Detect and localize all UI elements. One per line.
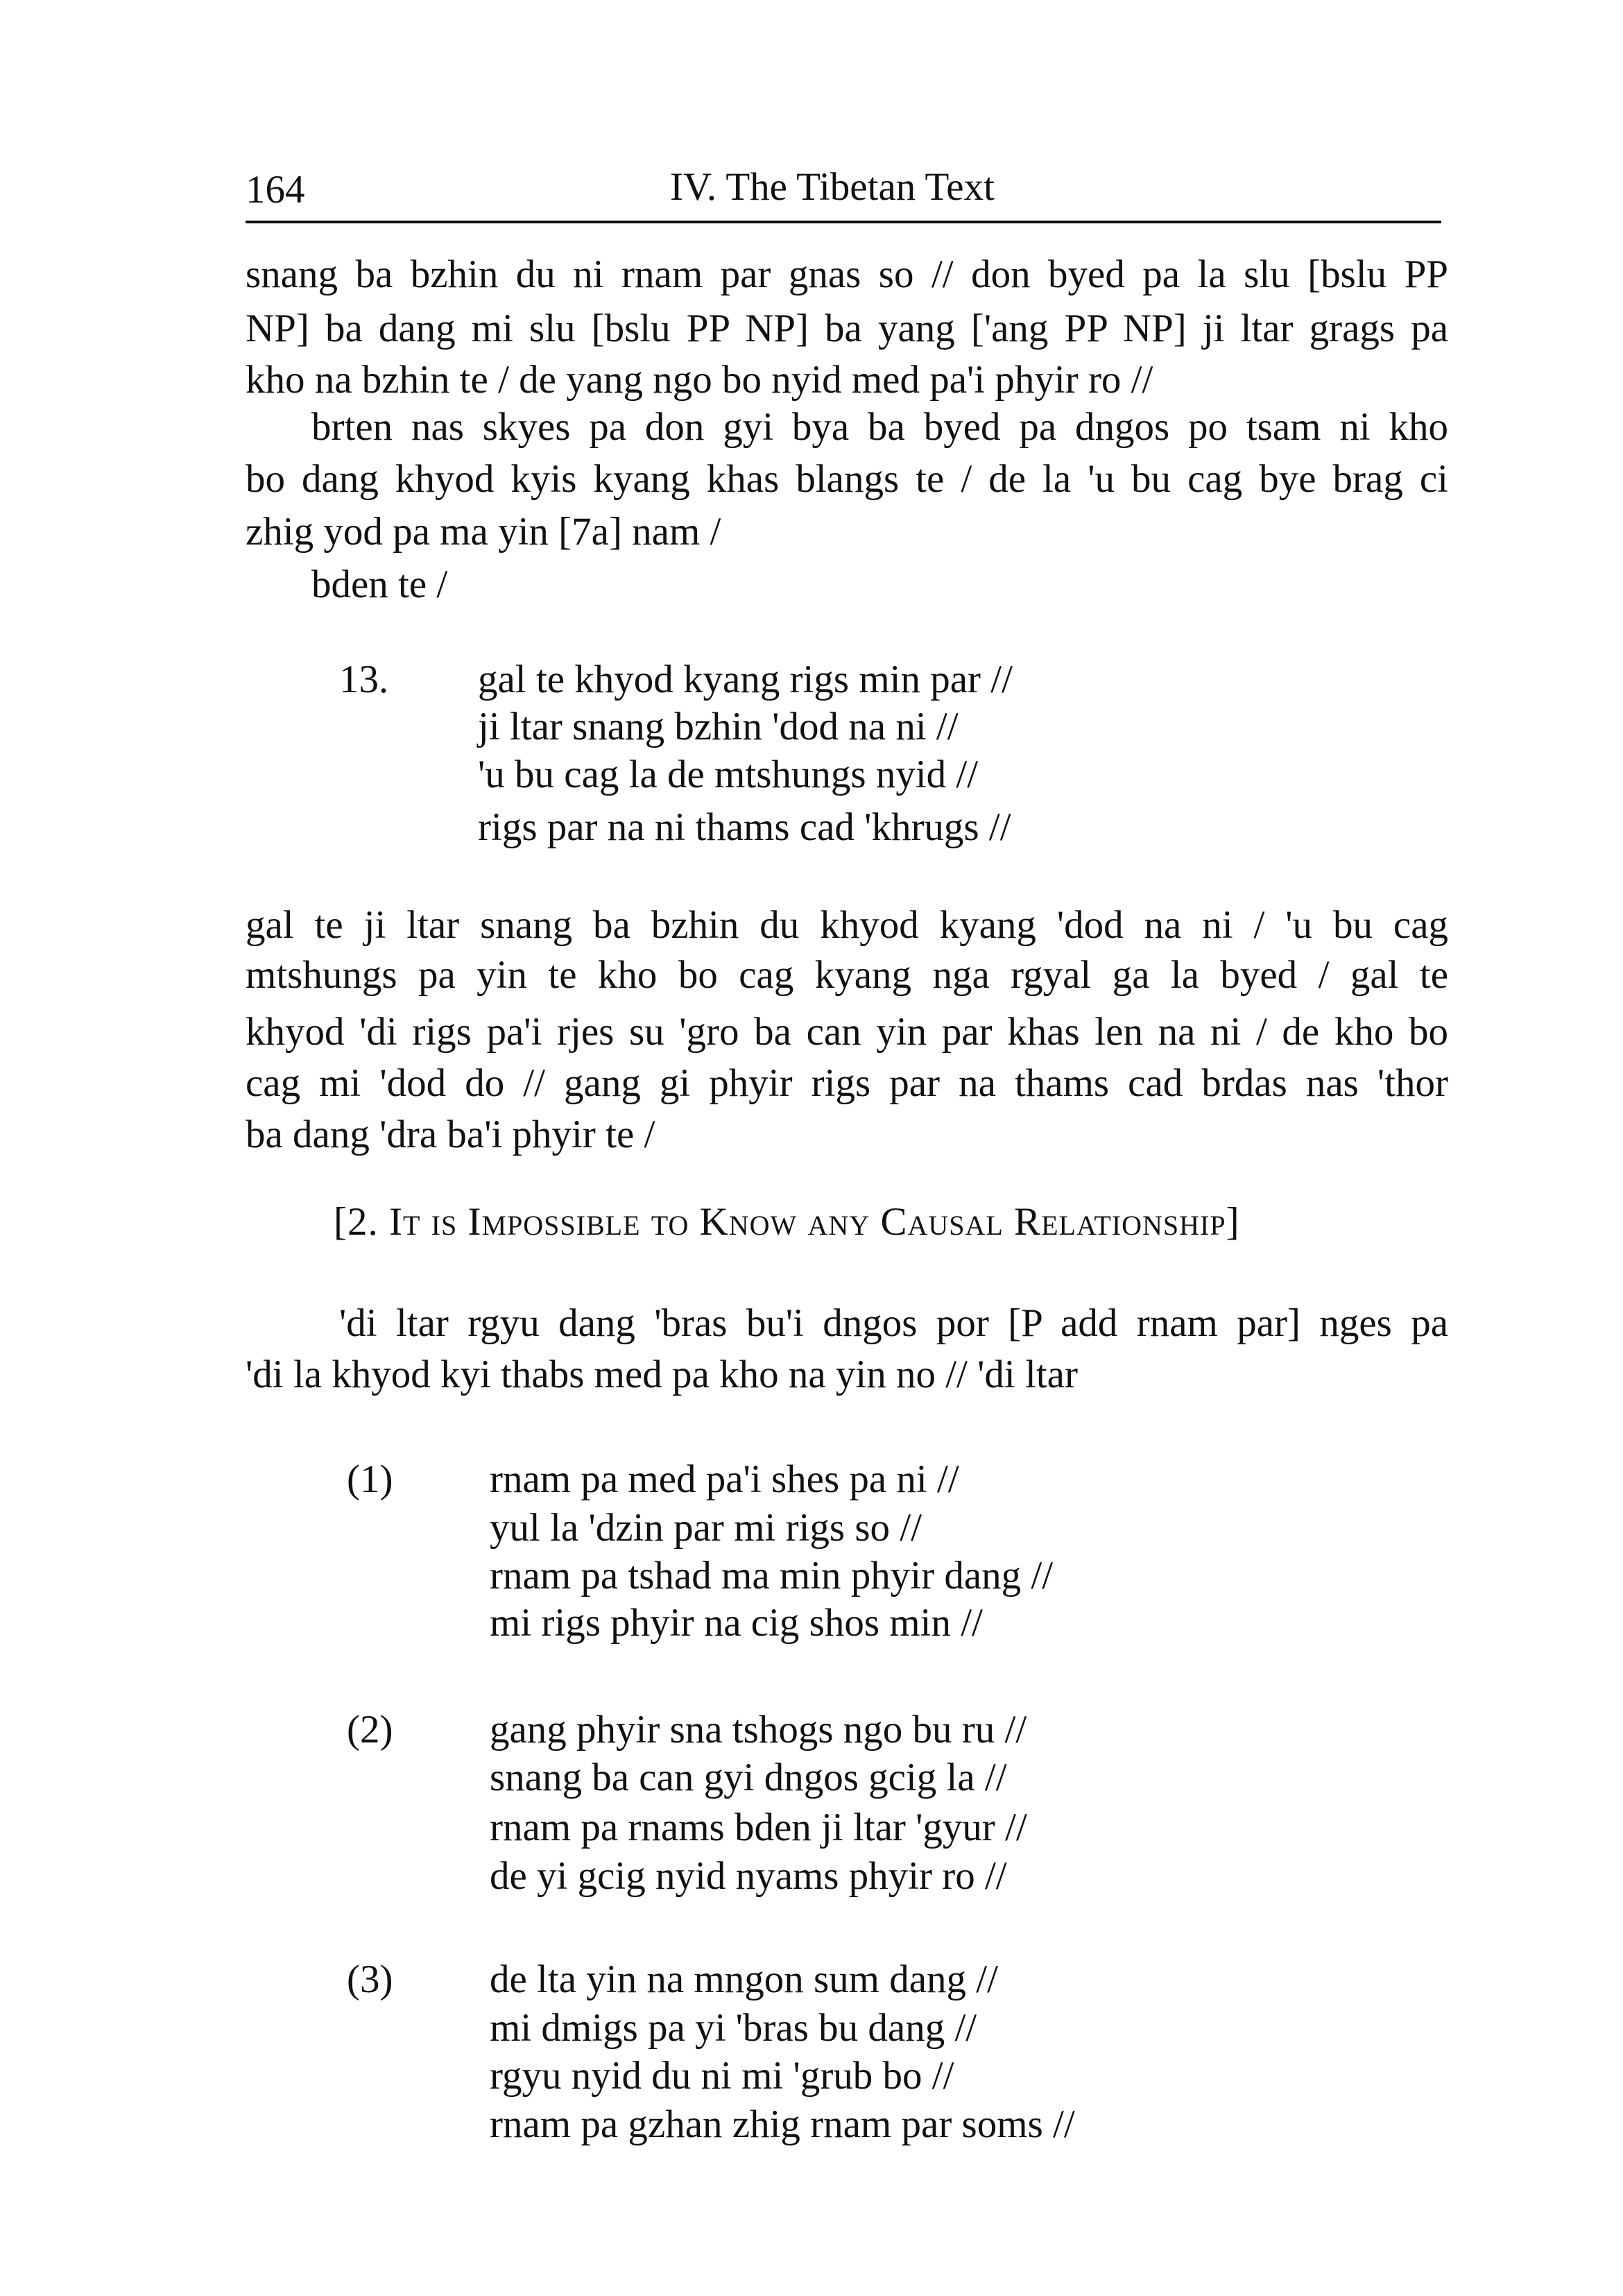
text-line: kho na bzhin te / de yang ngo bo nyid med pa'i phyir ro // bbox=[246, 358, 1153, 402]
verse-line: mi rigs phyir na cig shos min // bbox=[490, 1601, 983, 1645]
verse-line: snang ba can gyi dngos gcig la // bbox=[490, 1756, 1007, 1799]
text-line: khyod 'di rigs pa'i rjes su 'gro ba can yin par khas len na ni / de kho bo bbox=[246, 1010, 1448, 1054]
verse-line: rnam pa rnams bden ji ltar 'gyur // bbox=[490, 1806, 1027, 1849]
running-title: IV. The Tibetan Text bbox=[670, 165, 995, 209]
text-line: bo dang khyod kyis kyang khas blangs te / de la 'u bu cag bye brag ci bbox=[246, 457, 1448, 501]
verse-line: 'u bu cag la de mtshungs nyid // bbox=[478, 753, 979, 796]
verse-line: gal te khyod kyang rigs min par // bbox=[478, 658, 1013, 701]
verse-line: rnam pa tshad ma min phyir dang // bbox=[490, 1554, 1054, 1597]
text-line: gal te ji ltar snang ba bzhin du khyod kyang 'dod na ni / 'u bu cag bbox=[246, 903, 1448, 947]
text-line: zhig yod pa ma yin [7a] nam / bbox=[246, 510, 721, 554]
verse-line: ji ltar snang bzhin 'dod na ni // bbox=[478, 705, 959, 748]
text-line: mtshungs pa yin te kho bo cag kyang nga rgyal ga la byed / gal te bbox=[246, 953, 1448, 997]
verse-line: mi dmigs pa yi 'bras bu dang // bbox=[490, 2006, 977, 2050]
verse-line: de yi gcig nyid nyams phyir ro // bbox=[490, 1854, 1007, 1898]
text-line: NP] ba dang mi slu [bslu PP NP] ba yang ['ang PP NP] ji ltar grags pa bbox=[246, 307, 1448, 350]
text-line: 'di la khyod kyi thabs med pa kho na yin no // 'di ltar bbox=[246, 1353, 1078, 1396]
verse-line: rigs par na ni thams cad 'khrugs // bbox=[478, 805, 1011, 849]
text-line: cag mi 'dod do // gang gi phyir rigs par na thams cad brdas nas 'thor bbox=[246, 1061, 1448, 1105]
text-line: 'di ltar rgyu dang 'bras bu'i dngos por [P add rnam par] nges pa bbox=[339, 1301, 1448, 1345]
verse-line: gang phyir sna tshogs ngo bu ru // bbox=[490, 1708, 1027, 1751]
text-line: bden te / bbox=[311, 563, 448, 606]
verse-line: de lta yin na mngon sum dang // bbox=[490, 1957, 998, 2001]
verse-number: (2) bbox=[347, 1708, 393, 1751]
text-line: snang ba bzhin du ni rnam par gnas so // don byed pa la slu [bslu PP bbox=[246, 252, 1448, 296]
header-rule bbox=[246, 221, 1441, 223]
text-line: brten nas skyes pa don gyi bya ba byed pa dngos po tsam ni kho bbox=[311, 405, 1448, 449]
verse-number: 13. bbox=[339, 658, 389, 701]
verse-line: rgyu nyid du ni mi 'grub bo // bbox=[490, 2054, 954, 2098]
verse-number: (3) bbox=[347, 1957, 393, 2001]
verse-line: yul la 'dzin par mi rigs so // bbox=[490, 1506, 922, 1550]
verse-line: rnam pa med pa'i shes pa ni // bbox=[490, 1457, 959, 1501]
section-heading: [2. It is Impossible to Know any Causal Relationship] bbox=[334, 1200, 1240, 1244]
verse-line: rnam pa gzhan zhig rnam par soms // bbox=[490, 2102, 1075, 2146]
page-number: 164 bbox=[246, 168, 305, 212]
verse-number: (1) bbox=[347, 1457, 393, 1501]
text-line: ba dang 'dra ba'i phyir te / bbox=[246, 1113, 655, 1156]
